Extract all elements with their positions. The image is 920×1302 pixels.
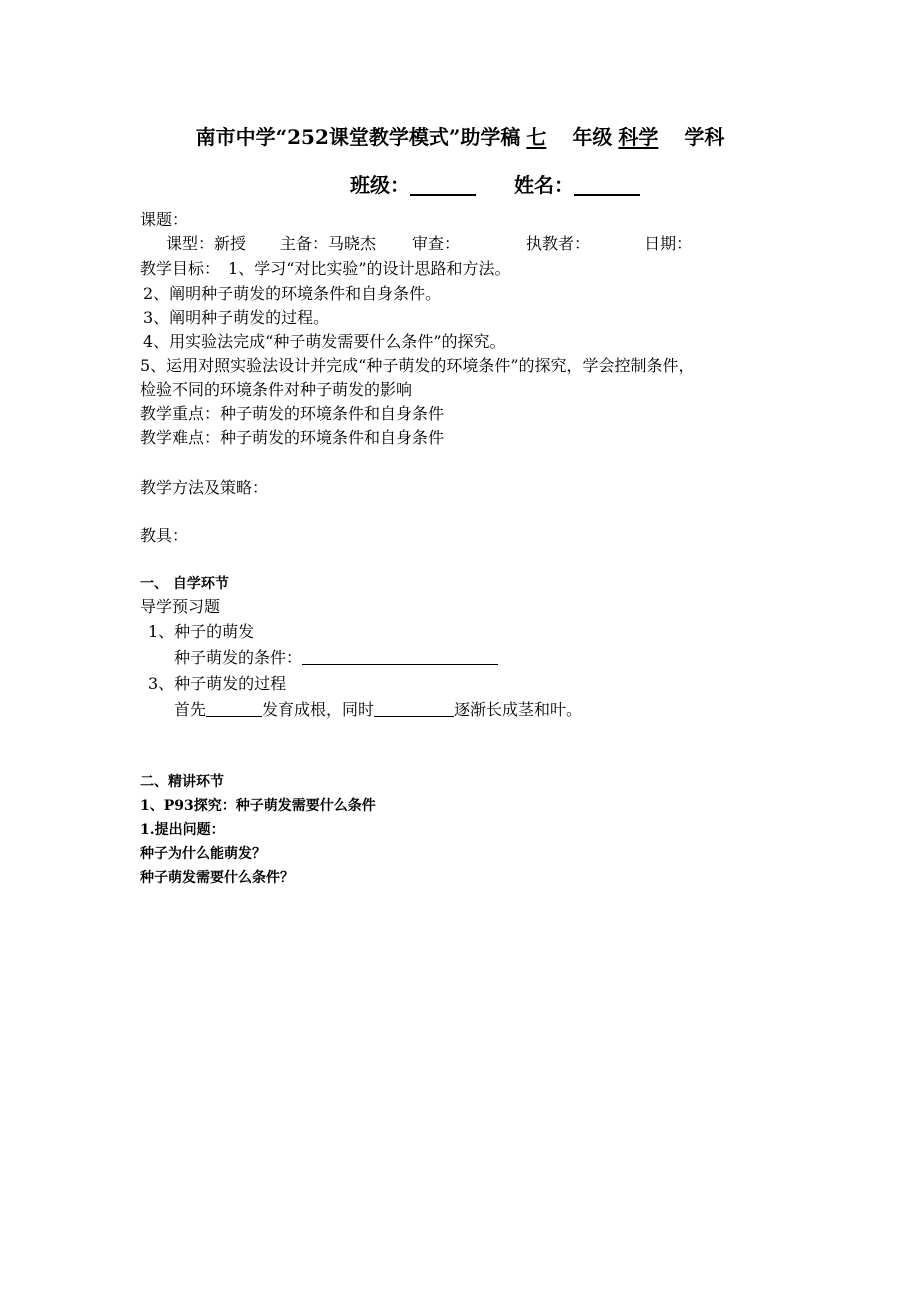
grade-label: 年级 <box>572 125 613 149</box>
preparer: 主备：马晓杰 <box>280 234 377 253</box>
title-prefix: 南市中学“252课堂教学模式”助学稿 <box>195 125 521 149</box>
name-blank <box>574 172 640 196</box>
blank-2 <box>374 698 454 717</box>
document-title <box>0 122 920 152</box>
reviewer: 审查： <box>412 234 461 253</box>
teacher: 执教者： <box>526 234 591 253</box>
methods: 教学方法及策略： <box>140 478 269 497</box>
name-label: 姓名： <box>514 173 574 197</box>
question-1: 1、种子的萌发 <box>148 622 255 641</box>
objective-5: 5、运用对照实验法设计并完成“种子萌发的环境条件”的探究，学会控制条件， <box>140 356 695 375</box>
question-3: 3、种子萌发的过程 <box>148 674 287 693</box>
section2-item2: 1.提出问题： <box>140 822 225 838</box>
condition-blank <box>302 646 498 665</box>
subject-value: 科学 <box>618 125 659 149</box>
lesson-type: 课型：新授 <box>166 234 247 253</box>
objective-2: 2、阐明种子萌发的环境条件和自身条件。 <box>143 284 442 303</box>
tools: 教具： <box>140 526 189 545</box>
section2-item1: 1、P93探究：种子萌发需要什么条件 <box>140 798 376 814</box>
class-blank <box>410 172 476 196</box>
info-row <box>166 232 692 256</box>
question-1-detail: 种子萌发的条件： <box>174 646 498 670</box>
date: 日期： <box>644 234 693 253</box>
class-name-row <box>350 170 640 200</box>
objective-3: 3、阐明种子萌发的过程。 <box>143 308 330 327</box>
subject-label: 学科 <box>684 125 725 149</box>
section2-heading: 二、精讲环节 <box>140 774 224 790</box>
blank-1 <box>206 698 262 717</box>
difficulty: 教学难点：种子萌发的环境条件和自身条件 <box>140 428 445 447</box>
section1-heading: 一、 自学环节 <box>140 576 229 592</box>
section2-item3: 种子为什么能萌发？ <box>140 846 266 862</box>
section1-sub: 导学预习题 <box>140 597 221 616</box>
class-label: 班级： <box>350 173 410 197</box>
section2-item4: 种子萌发需要什么条件？ <box>140 870 294 886</box>
objective-4: 4、用实验法完成“种子萌发需要什么条件”的探究。 <box>143 332 506 351</box>
key-point: 教学重点：种子萌发的环境条件和自身条件 <box>140 404 445 423</box>
objective-1: 教学目标： 1、学习“对比实验”的设计思路和方法。 <box>140 259 511 278</box>
objective-5-cont: 检验不同的环境条件对种子萌发的影响 <box>140 380 413 399</box>
topic-label: 课题： <box>140 210 189 229</box>
question-3-detail: 首先 发育成根，同时 逐渐长成茎和叶。 <box>174 700 583 719</box>
objectives-label: 教学目标： <box>140 259 221 278</box>
grade-value: 七 <box>526 125 547 149</box>
